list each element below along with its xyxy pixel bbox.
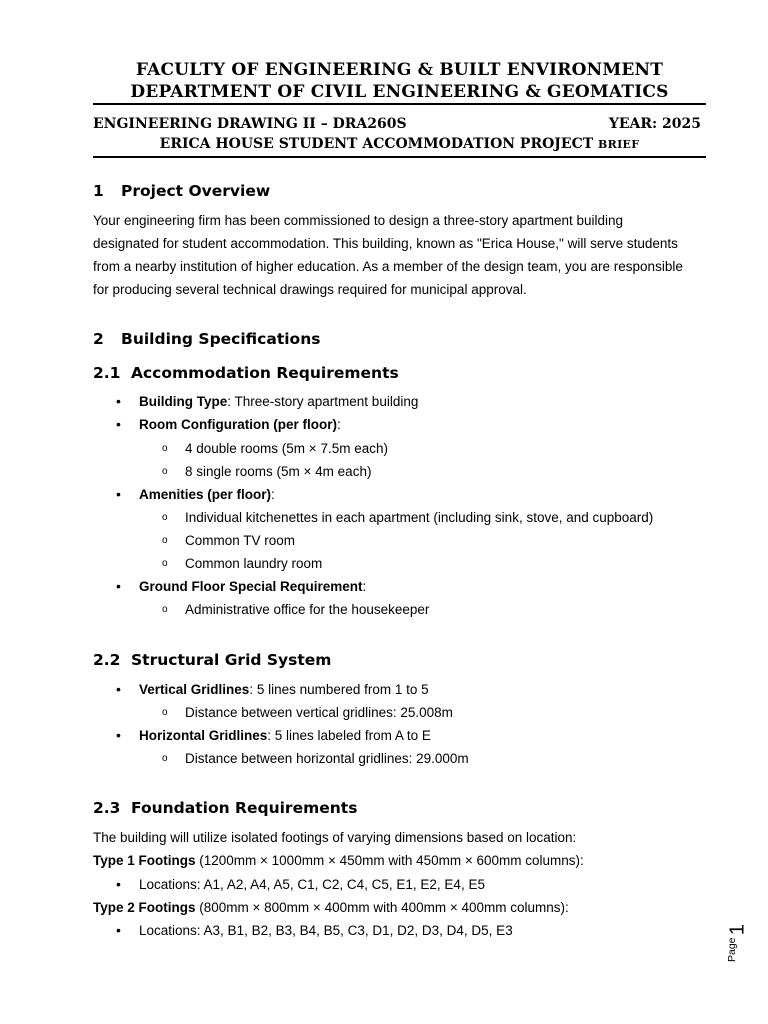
bullet-icon: • xyxy=(116,486,121,502)
bullet-icon: • xyxy=(116,727,121,743)
section-2-3-heading xyxy=(93,799,357,817)
item-value: : Three-story apartment building xyxy=(227,394,419,409)
foundation-intro: The building will utilize isolated footings of varying dimensions based on location: xyxy=(93,830,577,845)
course-year: YEAR: 2025 xyxy=(608,116,701,132)
item-value: (800mm × 800mm × 400mm with 400mm × 400mm columns): xyxy=(195,900,569,915)
circle-bullet-icon: o xyxy=(162,466,168,477)
page-number: 1 xyxy=(726,923,749,936)
item-label: Building Type xyxy=(139,394,228,409)
section-2-1-heading xyxy=(93,364,399,382)
page-label: Page xyxy=(726,937,738,962)
item-label: Vertical Gridlines xyxy=(139,682,250,697)
circle-bullet-icon: o xyxy=(162,707,168,718)
bullet-icon: • xyxy=(116,681,121,697)
header-divider-top xyxy=(93,103,706,105)
item-text: Common TV room xyxy=(185,533,296,548)
item-text: Individual kitchenettes in each apartment (including sink, stove, and cupboard) xyxy=(185,510,654,525)
item-text: Common laundry room xyxy=(185,556,323,571)
bullet-icon: • xyxy=(116,922,121,938)
paragraph-line: from a nearby institution of higher education. As a member of the design team, you are responsible xyxy=(93,259,683,274)
bullet-icon: • xyxy=(116,416,121,432)
paragraph-line: designated for student accommodation. This building, known as "Erica House," will serve students xyxy=(93,236,678,251)
section-title: Foundation Requirements xyxy=(131,799,358,817)
item-value: : 5 lines numbered from 1 to 5 xyxy=(249,682,429,697)
page-number-footer xyxy=(726,918,750,964)
item-text: Administrative office for the housekeeper xyxy=(185,602,430,617)
item-label: Horizontal Gridlines xyxy=(139,728,268,743)
item-text: Locations: A3, B1, B2, B3, B4, B5, C3, D1, D2, D3, D4, D5, E3 xyxy=(139,923,513,938)
section-title: Accommodation Requirements xyxy=(131,364,399,382)
section-title: Project Overview xyxy=(121,182,271,200)
item-text: 8 single rooms (5m × 4m each) xyxy=(185,464,372,479)
circle-bullet-icon: o xyxy=(162,604,168,615)
project-title xyxy=(93,136,706,152)
item-value: : xyxy=(271,487,275,502)
item-text: Distance between horizontal gridlines: 29.000m xyxy=(185,751,469,766)
section-2-heading xyxy=(93,330,320,348)
project-name: ERICA HOUSE STUDENT ACCOMMODATION PROJECT xyxy=(159,136,594,152)
bullet-icon: • xyxy=(116,393,121,409)
paragraph-line: Your engineering firm has been commissioned to design a three-story apartment building xyxy=(93,213,624,228)
circle-bullet-icon: o xyxy=(162,535,168,546)
bullet-icon: • xyxy=(116,876,121,892)
course-code: ENGINEERING DRAWING II – DRA260S xyxy=(93,116,407,132)
item-label: Type 1 Footings xyxy=(93,853,196,868)
item-value: : 5 lines labeled from A to E xyxy=(267,728,431,743)
section-number: 2 xyxy=(93,330,104,348)
item-value: : xyxy=(362,579,367,594)
section-number: 2.2 xyxy=(93,651,121,669)
bullet-icon: • xyxy=(116,578,121,594)
item-label: Type 2 Footings xyxy=(93,900,196,915)
section-1-heading xyxy=(93,182,270,200)
item-label: Room Configuration (per floor) xyxy=(139,417,337,432)
item-value: : xyxy=(336,417,341,432)
item-text: Locations: A1, A2, A4, A5, C1, C2, C4, C5, E1, E2, E4, E5 xyxy=(139,877,485,892)
section-number: 2.1 xyxy=(93,364,121,382)
section-number: 1 xyxy=(93,182,104,200)
department-title: DEPARTMENT OF CIVIL ENGINEERING & GEOMATICS xyxy=(130,82,669,102)
item-label: Ground Floor Special Requirement xyxy=(139,579,363,594)
type2-footings-line xyxy=(93,900,569,915)
course-row xyxy=(93,116,706,132)
item-label: Amenities (per floor) xyxy=(139,487,272,502)
section-title: Structural Grid System xyxy=(131,651,332,669)
header-divider-bottom xyxy=(93,156,706,158)
type1-footings-line xyxy=(93,853,584,868)
item-value: (1200mm × 1000mm × 450mm with 450mm × 600mm columns): xyxy=(195,853,584,868)
paragraph-line: for producing several technical drawings required for municipal approval. xyxy=(93,282,527,297)
item-text: 4 double rooms (5m × 7.5m each) xyxy=(185,441,388,456)
section-2-2-heading xyxy=(93,651,331,669)
section-title: Building Specifications xyxy=(121,330,321,348)
circle-bullet-icon: o xyxy=(162,558,168,569)
faculty-title: FACULTY OF ENGINEERING & BUILT ENVIRONMENT xyxy=(135,60,664,80)
project-brief-label: BRIEF xyxy=(598,138,640,151)
section-number: 2.3 xyxy=(93,799,121,817)
overview-paragraph xyxy=(93,209,702,301)
circle-bullet-icon: o xyxy=(162,753,168,764)
item-text: Distance between vertical gridlines: 25.008m xyxy=(185,705,453,720)
circle-bullet-icon: o xyxy=(162,443,168,454)
circle-bullet-icon: o xyxy=(162,512,168,523)
